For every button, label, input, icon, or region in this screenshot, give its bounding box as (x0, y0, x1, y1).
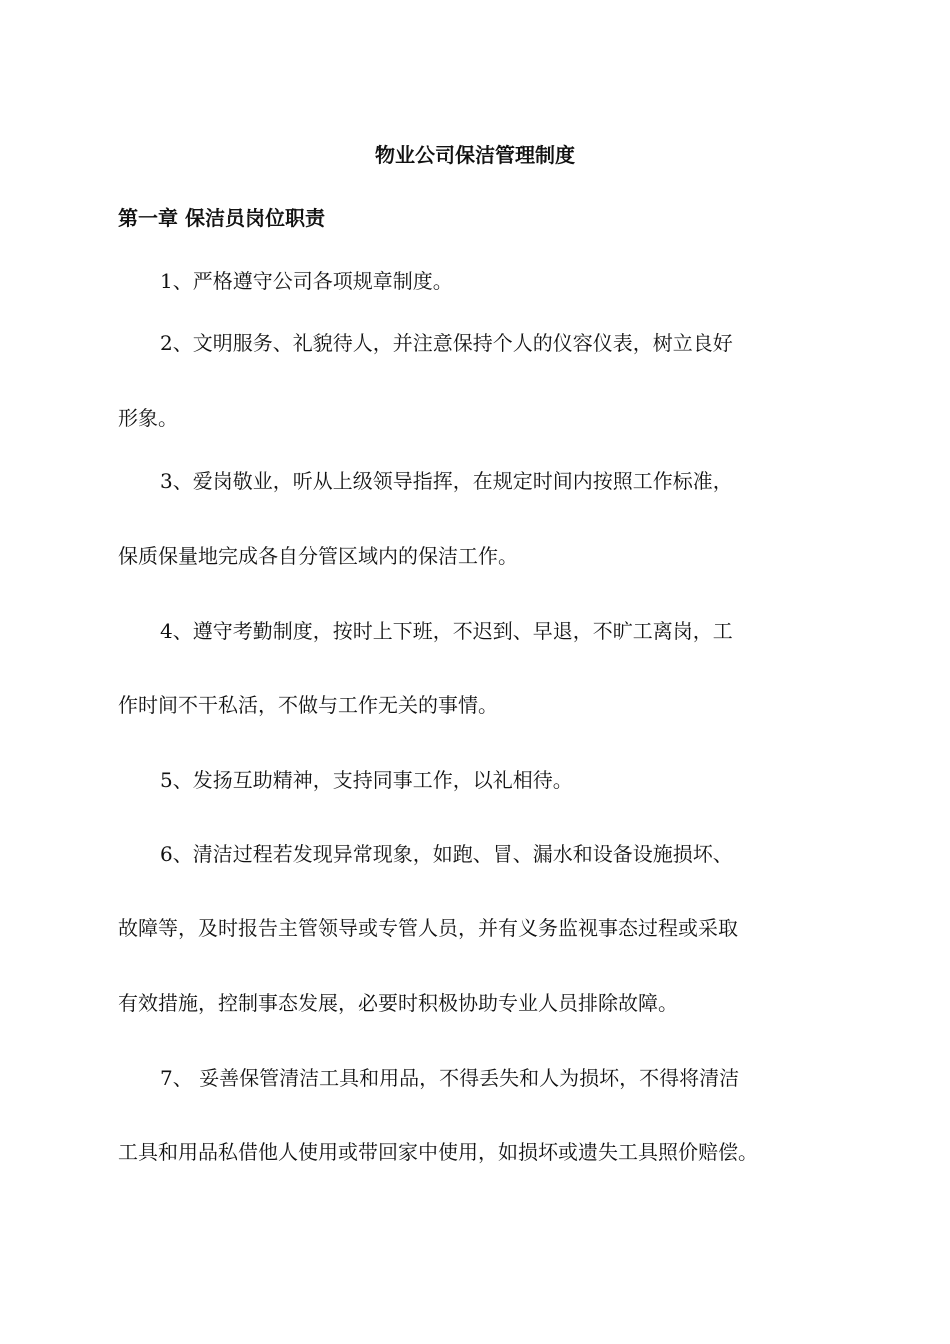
document-title: 物业公司保洁管理制度 (375, 143, 575, 167)
paragraph-line: 2、文明服务、礼貌待人，并注意保持个人的仪容仪表，树立良好 (160, 331, 733, 355)
paragraph-line: 3、爱岗敬业，听从上级领导指挥，在规定时间内按照工作标准， (160, 469, 733, 493)
paragraph-line: 形象。 (118, 406, 178, 430)
paragraph-line: 6、清洁过程若发现异常现象，如跑、冒、漏水和设备设施损坏、 (160, 842, 733, 866)
paragraph-line: 1、严格遵守公司各项规章制度。 (160, 269, 453, 293)
paragraph-line: 工具和用品私借他人使用或带回家中使用，如损坏或遗失工具照价赔偿。 (118, 1140, 758, 1164)
paragraph-line: 有效措施，控制事态发展，必要时积极协助专业人员排除故障。 (118, 991, 678, 1015)
paragraph-line: 7、 妥善保管清洁工具和用品，不得丢失和人为损坏，不得将清洁 (160, 1066, 740, 1090)
paragraph-line: 作时间不干私活，不做与工作无关的事情。 (118, 693, 498, 717)
paragraph-line: 5、发扬互助精神，支持同事工作，以礼相待。 (160, 768, 573, 792)
chapter-heading: 第一章 保洁员岗位职责 (118, 206, 325, 230)
paragraph-line: 4、遵守考勤制度，按时上下班，不迟到、早退，不旷工离岗，工 (160, 619, 733, 643)
paragraph-line: 故障等，及时报告主管领导或专管人员，并有义务监视事态过程或采取 (118, 916, 738, 940)
paragraph-line: 保质保量地完成各自分管区域内的保洁工作。 (118, 544, 518, 568)
